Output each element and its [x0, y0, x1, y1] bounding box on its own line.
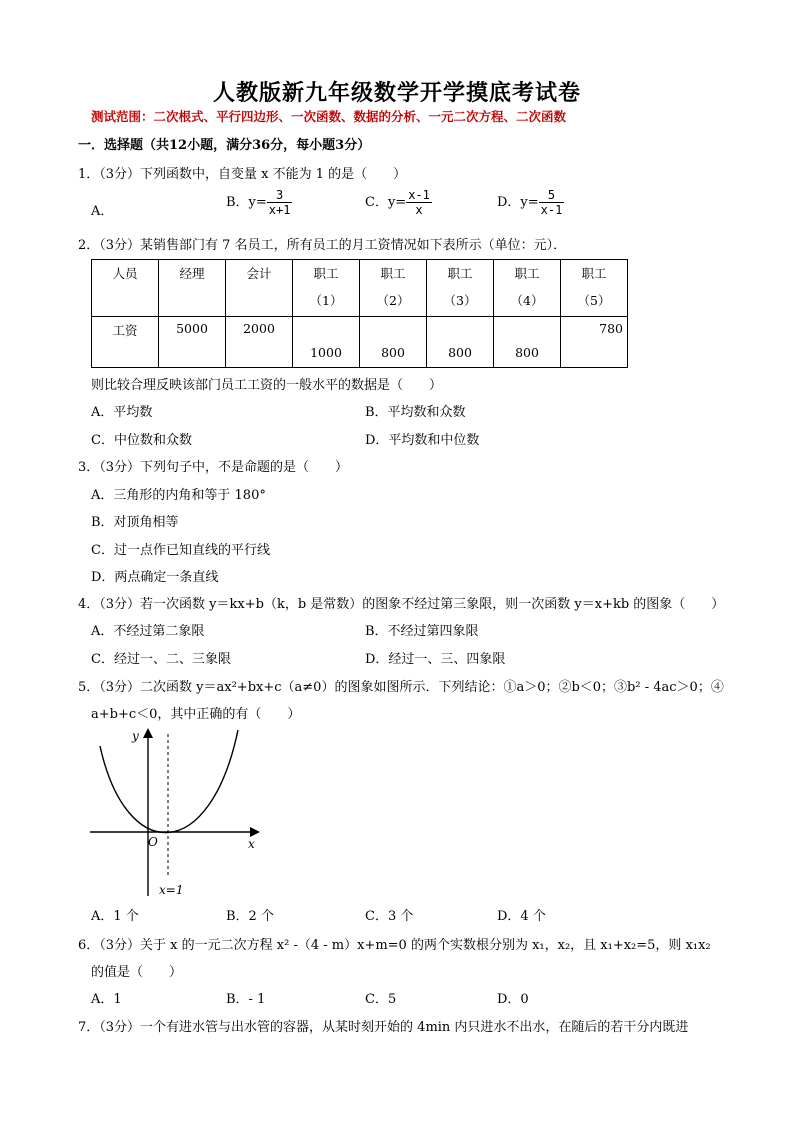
q2-option-d: D．平均数和中位数 [365, 433, 480, 448]
q5-option-d: D．4 个 [497, 909, 546, 924]
q1-option-c-prefix: C．y= [365, 195, 407, 210]
q5-option-c: C．3 个 [365, 909, 414, 924]
table-cell: 800 [515, 345, 539, 360]
question-7: 7．（3分）一个有进水管与出水管的容器，从某时刻开始的 4min 内只进水不出水，在随后的若干分内既进 [78, 1020, 689, 1035]
q2-followup: 则比较合理反映该部门员工工资的一般水平的数据是（ ） [91, 378, 443, 393]
q6-option-c: C．5 [365, 992, 397, 1007]
q1-option-a: A． [91, 204, 114, 219]
q6-option-d: D．0 [497, 992, 529, 1007]
q1-option-c-fraction [406, 188, 432, 217]
table-header-cell: 职工 [447, 266, 473, 281]
fraction-numerator: 5 [539, 188, 565, 203]
q3-option-c: C．过一点作已知直线的平行线 [91, 543, 270, 558]
table-cell: 800 [381, 345, 405, 360]
table-header-cell: 职工 [581, 266, 607, 281]
q1-option-b-prefix: B．y= [226, 195, 267, 210]
parabola-figure [86, 724, 266, 900]
table-cell: 1000 [310, 345, 342, 360]
page-title: 人教版新九年级数学开学摸底考试卷 [212, 80, 581, 106]
question-4: 4．（3分）若一次函数 y＝kx+b（k，b 是常数）的图象不经过第三象限，则一次函数 y＝x+kb 的图象（ ） [78, 597, 725, 612]
fraction-numerator: x-1 [408, 188, 430, 202]
table-header-cell: 职工 [514, 266, 540, 281]
table-header-cell: 人员 [112, 266, 138, 281]
table-header-sub: （2） [376, 293, 410, 308]
table-header-sub: （5） [577, 293, 611, 308]
q3-option-a: A．三角形的内角和等于 180° [91, 488, 266, 503]
q4-option-a: A．不经过第二象限 [91, 624, 205, 639]
q4-option-b: B．不经过第四象限 [365, 624, 479, 639]
y-axis-arrow [143, 728, 153, 738]
question-2: 2．（3分）某销售部门有 7 名员工，所有员工的月工资情况如下表所示（单位：元）． [78, 238, 567, 253]
q1-option-d-prefix: D．y= [497, 195, 539, 210]
fraction-denominator: x [415, 203, 423, 217]
q1-option-c [365, 188, 432, 217]
table-header-cell: 经理 [179, 266, 205, 281]
q1-option-d [497, 188, 564, 217]
origin-label: O [148, 835, 158, 849]
question-6: 6．（3分）关于 x 的一元二次方程 x² -（4 - m）x+m=0 的两个实数根分别为 x₁，x₂，且 x₁+x₂=5，则 x₁x₂ [78, 938, 711, 953]
table-header-cell: 职工 [313, 266, 339, 281]
table-header-cell: 职工 [380, 266, 406, 281]
question-1: 1．（3分）下列函数中，自变量 x 不能为 1 的是（ ） [78, 167, 407, 182]
x-axis-label: x [248, 837, 255, 851]
q2-option-b: B．平均数和众数 [365, 405, 466, 420]
q1-option-b [226, 188, 292, 217]
table-cell: 780 [599, 321, 623, 336]
q6-option-b: B．- 1 [226, 992, 266, 1007]
parabola-curve [100, 730, 238, 833]
fraction-numerator: 3 [267, 188, 293, 203]
fraction-denominator: x-1 [540, 203, 563, 217]
q2-option-a: A．平均数 [91, 405, 153, 420]
q4-option-c: C．经过一、二、三象限 [91, 652, 231, 667]
q2-option-c: C．中位数和众数 [91, 433, 192, 448]
table-header-sub: （4） [510, 293, 544, 308]
table-row-label: 工资 [112, 323, 138, 338]
test-scope: 测试范围：二次根式、平行四边形、一次函数、数据的分析、一元二次方程、二次函数 [91, 109, 567, 124]
q5-option-a: A．1 个 [91, 909, 139, 924]
fraction-denominator: x+1 [268, 203, 291, 217]
table-cell: 5000 [176, 321, 208, 336]
q5-option-b: B．2 个 [226, 909, 274, 924]
q3-option-d: D．两点确定一条直线 [91, 570, 219, 585]
symmetry-label: x=1 [159, 883, 184, 897]
question-5-cont: a+b+c＜0，其中正确的有（ ） [91, 707, 301, 722]
table-header-sub: （3） [443, 293, 477, 308]
question-5: 5．（3分）二次函数 y＝ax²+bx+c（a≠0）的图象如图所示．下列结论：①a＞0；②b＜0；③b² - 4ac＞0；④ [78, 680, 724, 695]
y-axis-label: y [132, 729, 139, 743]
table-header-sub: （1） [309, 293, 343, 308]
x-axis-arrow [250, 827, 260, 837]
q3-option-b: B．对顶角相等 [91, 515, 179, 530]
q4-option-d: D．经过一、三、四象限 [365, 652, 506, 667]
table-row [92, 317, 628, 368]
question-6-cont: 的值是（ ） [91, 965, 183, 980]
q6-option-a: A．1 [91, 992, 122, 1007]
question-3: 3．（3分）下列句子中，不是命题的是（ ） [78, 460, 349, 475]
table-header-row [92, 260, 628, 317]
q1-option-d-fraction [539, 188, 565, 217]
salary-table [91, 259, 628, 368]
q1-option-b-fraction [267, 188, 293, 217]
table-cell: 2000 [243, 321, 275, 336]
section-heading: 一．选择题（共12小题，满分36分，每小题3分） [78, 138, 371, 153]
table-cell: 800 [448, 345, 472, 360]
table-header-cell: 会计 [246, 266, 272, 281]
